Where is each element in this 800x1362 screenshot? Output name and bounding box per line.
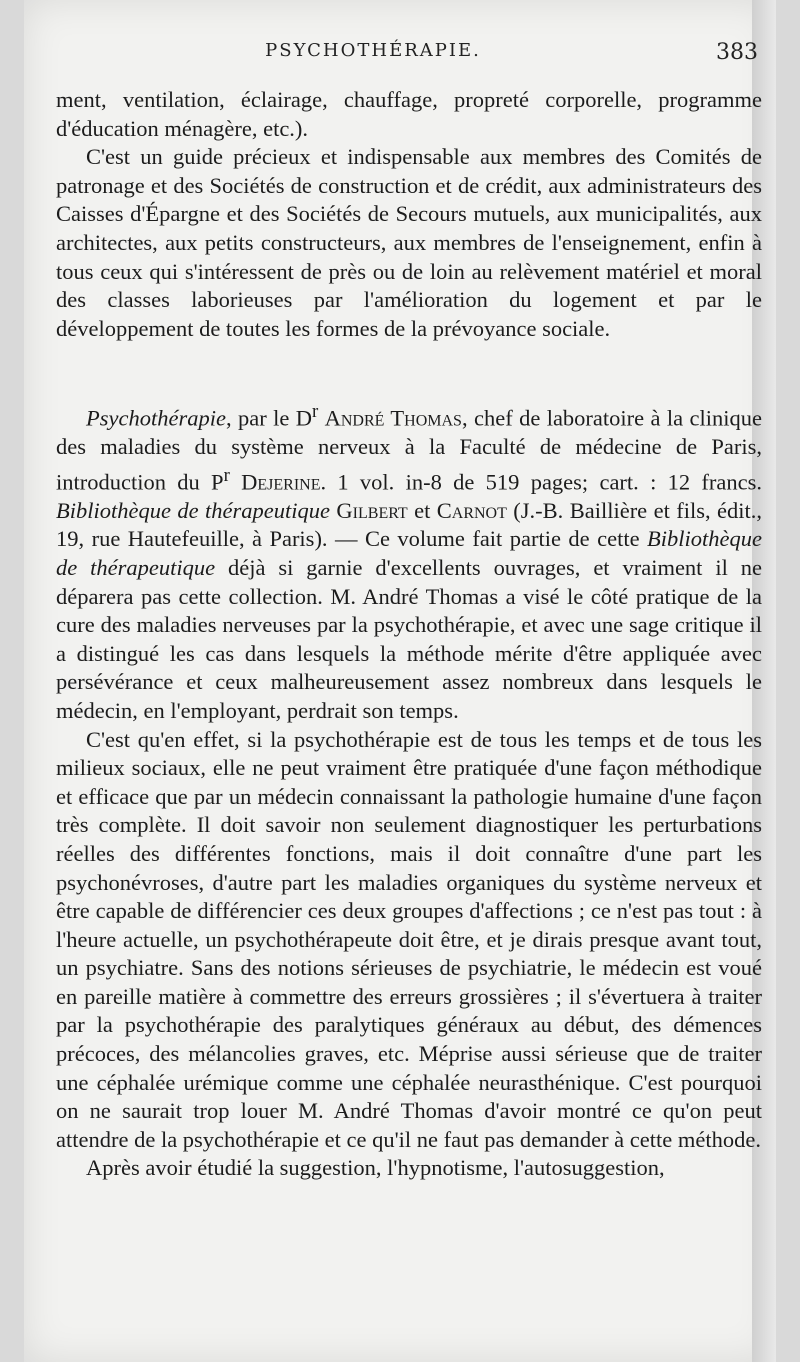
continued-section	[56, 86, 762, 343]
book-page	[24, 0, 776, 1362]
review-paragraph-3: Après avoir étudié la suggestion, l'hypnotisme, l'autosuggestion,	[86, 1155, 665, 1181]
review-author: André Thomas	[324, 405, 462, 431]
running-head: PSYCHOTHÉRAPIE.	[265, 40, 481, 61]
review-intro-author: Dejerine	[241, 469, 321, 495]
paragraph-guide: C'est un guide précieux et indispensable aux membres des Comités de patronage et des Sociétés de construction et de crédit, aux administrateurs des Caisses d'Épargne et des Sociétés de Secours mutuels, aux municipalités, aux architectes, aux petits constructeurs, aux membres de l'enseignement, enfin à tous ceux qui s'intéressent de près ou de loin au relèvement matériel et moral des classes laborieuses par l'amélioration du logement et par le développement de toutes les formes de la prévoyance sociale.	[56, 144, 762, 341]
paragraph-continued: ment, ventilation, éclairage, chauffage, propreté corporelle, programme d'éducation ménagère, etc.).	[56, 87, 762, 141]
page-header	[60, 40, 766, 70]
book-review	[56, 398, 762, 1183]
review-book-title: Psychothérapie	[86, 405, 226, 431]
review-paragraph-1: Psychothérapie, par le $D^r$ André Thomas, chef de laboratoire à la clinique des maladies du système nerveux à la Faculté de médecine de Paris, introduction du $P^r$ Dejerine. 1 vol. in-8 de 519 pages; cart. : 12 francs. Bibliothèque de thérapeutique Gilbert et Carnot (J.-B. Baillière et fils, édit., 19, rue Hautefeuille, à Paris). — Ce volume fait partie de cette Bibliothèque de thérapeutique déjà si garnie d'excellents ouvrages, et vraiment il ne déparera pas cette collection. M. André Thomas a visé le côté pratique de la cure des maladies nerveuses par la psychothérapie, et avec une sage critique il a distingué les cas dans lesquels la méthode mérite d'être appliquée avec persévérance et ceux malheureusement assez nombreux dans lesquels le médecin, en l'employant, perdrait son temps.	[56, 401, 763, 723]
page-number: 383	[716, 40, 758, 65]
review-collection: Bibliothèque de thérapeutique	[56, 497, 330, 523]
review-paragraph-2: C'est qu'en effet, si la psychothérapie est de tous les temps et de tous les milieux sociaux, elle ne peut vraiment être pratiquée d'une façon méthodique et efficace que par un médecin connaissant la pathologie humaine d'une façon très complète. Il doit savoir non seulement diagnostiquer les perturbations réelles des différentes fonctions, mais il doit connaître d'une part les psychonévroses, d'autre part les maladies organiques du système nerveux et être capable de différencier ces deux groupes d'affections ; ce n'est pas tout : à l'heure actuelle, un psychothérapeute doit être, et je dirais presque avant tout, un psychiatre. Sans des notions sérieuses de psychiatrie, le médecin est voué en pareille matière à commettre des erreurs grossières ; il s'évertuera à traiter par la psychothérapie des paralytiques généraux au début, des démences précoces, des mélancolies graves, etc. Méprise aussi sérieuse que de traiter une céphalée urémique comme une céphalée neurasthénique. C'est pourquoi on ne saurait trop louer M. André Thomas d'avoir montré ce qu'on peut attendre de la psychothérapie et ce qu'il ne faut pas demander à cette méthode.	[56, 726, 762, 1152]
